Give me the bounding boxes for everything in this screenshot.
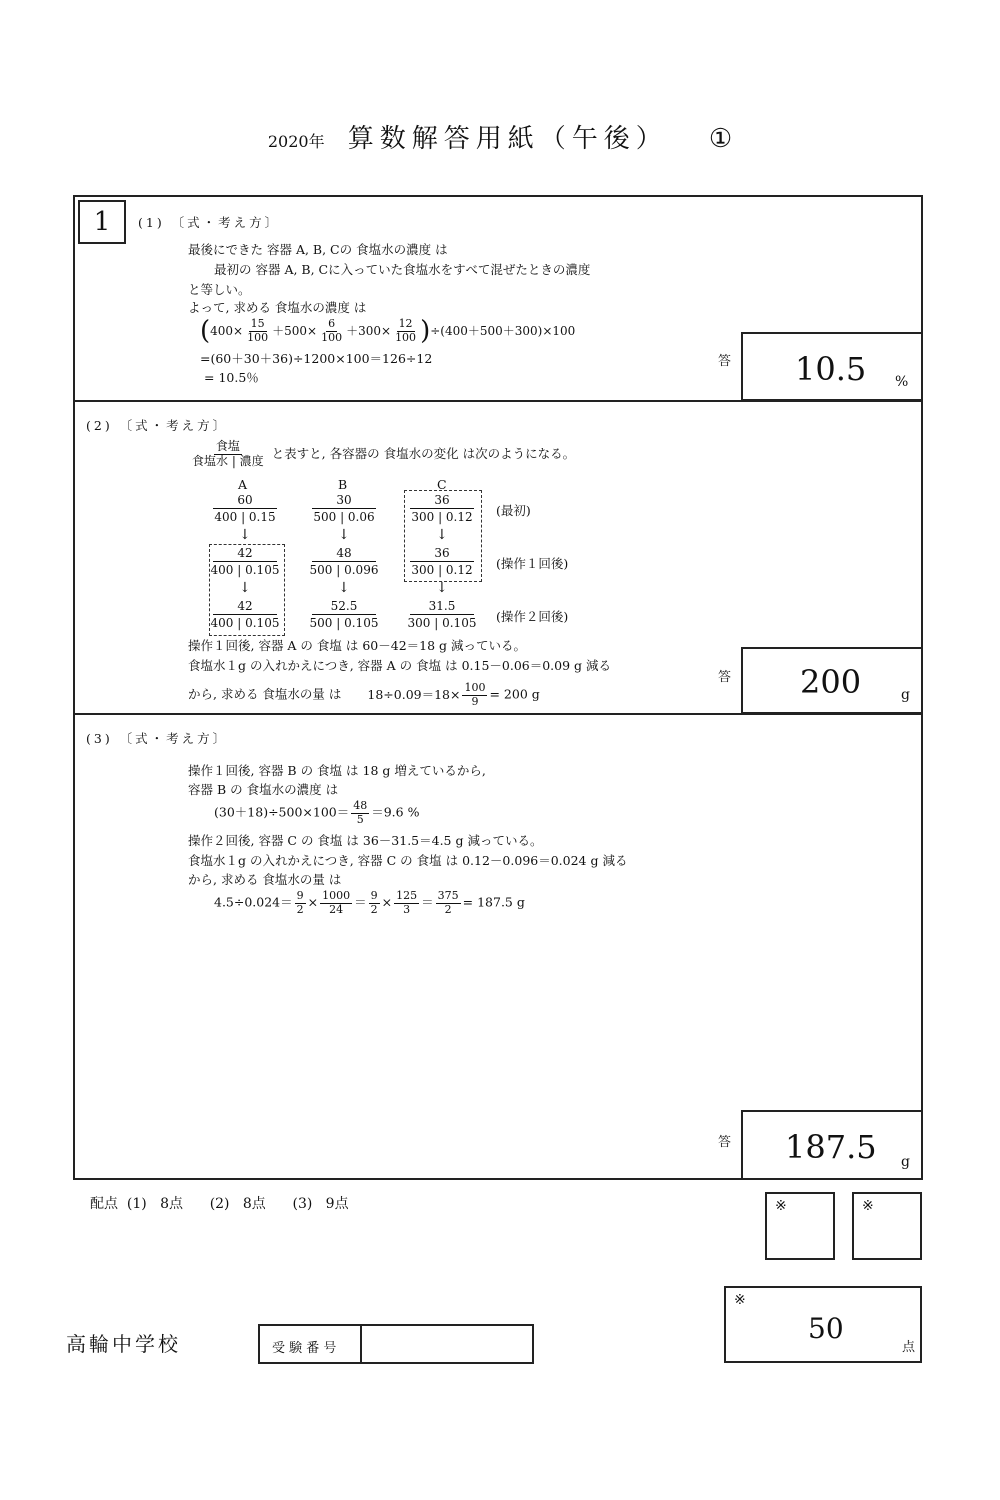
part1-heading: (1) 〔式・考え方〕: [138, 215, 281, 230]
answer-value-1: 10.5: [795, 350, 867, 388]
part2-heading: (2) 〔式・考え方〕: [86, 418, 229, 433]
node-a-initial: 60 400 | 0.15: [214, 493, 276, 525]
exam-number-divider: [360, 1326, 362, 1362]
total-score-box: [724, 1286, 922, 1363]
part1-formula-2: =(60＋30＋36)÷1200×100＝126÷12: [200, 351, 433, 366]
part1-line2: 最初の 容器 A, B, Cに入っていた食塩水をすべて混ぜたときの濃度: [214, 262, 591, 277]
answer-box-2: [741, 647, 923, 714]
answer-unit-3: g: [901, 1154, 910, 1170]
exam-year: 2020年: [267, 132, 325, 151]
part3-line7: 4.5÷0.024＝ $\frac{9}{2}$ × $\frac{1000}{24}$ ＝ $\frac{9}{2}$ × $\frac{125}{3}$ ＝ $\frac{375}{2}$ = 187.5 g: [214, 889, 525, 916]
school-name: 高輪中学校: [66, 1332, 181, 1356]
grader-box-1: [765, 1192, 835, 1260]
col-label-a: A: [238, 477, 248, 492]
part3-line6: から, 求める 食塩水の量 は: [188, 872, 342, 887]
legend-denominator: 食塩水 | 濃度: [192, 453, 264, 468]
total-score-value: 50: [808, 1312, 844, 1345]
answer-box-1: [741, 332, 923, 401]
answer-unit-2: g: [901, 687, 910, 703]
node-b-step2: 52.5 500 | 0.105: [309, 599, 379, 631]
col-label-c: C: [437, 477, 447, 492]
part3-line1: 操作１回後, 容器 B の 食塩 は 18 g 増えているから,: [188, 763, 486, 778]
arrow-down-icon: ↓: [338, 527, 350, 543]
exam-number-label: 受 験 番 号: [272, 1341, 337, 1356]
part2-legend: [188, 440, 575, 469]
node-c-step1: 36 300 | 0.12: [411, 546, 473, 578]
sheet-number: ①: [708, 124, 733, 154]
answer-box-3: [741, 1110, 923, 1180]
arrow-down-icon: ↓: [436, 527, 448, 543]
part3-line4: 操作２回後, 容器 C の 食塩 は 36－31.5＝4.5 g 減っている。: [188, 833, 543, 848]
part1-formula-1: (400× $\frac{15}{100}$ ＋500× $\frac{6}{100}$ ＋300× $\frac{12}{100}$ )÷(400＋500＋300)×100: [200, 316, 576, 346]
grader-mark: ※: [775, 1198, 787, 1214]
node-c-initial: 36 300 | 0.12: [411, 493, 473, 525]
legend-text: と表すと, 各容器の 食塩水の変化 は次のようになる。: [271, 445, 576, 461]
sheet-title: 算数解答用紙（午後）: [347, 124, 668, 154]
part2-line1: 操作１回後, 容器 A の 食塩 は 60－42＝18 g 減っている。: [188, 638, 527, 653]
grader-box-2: [852, 1192, 922, 1260]
part2-line3: から, 求める 食塩水の量 は 18÷0.09＝18× $\frac{100}{9}$ = 200 g: [188, 681, 540, 708]
question-number-box: [78, 200, 126, 244]
total-score-unit: 点: [902, 1340, 916, 1355]
answer-label: 答: [718, 670, 732, 685]
node-b-step1: 48 500 | 0.096: [309, 546, 379, 578]
row-label-step1: (操作１回後): [496, 556, 569, 571]
node-c-step2: 31.5 300 | 0.105: [407, 599, 477, 631]
part2-line2: 食塩水１g の入れかえにつき, 容器 A の 食塩 は 0.15－0.06＝0.09 g 減る: [188, 658, 612, 673]
answer-label: 答: [718, 354, 732, 369]
part1-formula-3: = 10.5％: [204, 370, 259, 385]
exam-number-box: [258, 1324, 534, 1364]
page-title: [0, 118, 1000, 155]
question-number: 1: [93, 207, 111, 237]
node-a-step1: 42 400 | 0.105: [210, 546, 280, 578]
answer-value-2: 200: [800, 663, 862, 701]
row-label-initial: (最初): [496, 503, 531, 518]
part3-heading: (3) 〔式・考え方〕: [86, 731, 229, 746]
arrow-down-icon: ↓: [239, 527, 251, 543]
node-b-initial: 30 500 | 0.06: [313, 493, 375, 525]
row-label-step2: (操作２回後): [496, 609, 569, 624]
total-score-mark: ※: [734, 1292, 746, 1308]
part3-line2: 容器 B の 食塩水の濃度 は: [188, 782, 339, 797]
answer-unit-1: %: [895, 374, 909, 390]
part1-line4: よって, 求める 食塩水の濃度 は: [188, 300, 367, 315]
part1-line3: と等しい。: [188, 282, 251, 297]
grader-mark: ※: [862, 1198, 874, 1214]
node-a-step2: 42 400 | 0.105: [210, 599, 280, 631]
col-label-b: B: [338, 477, 348, 492]
part3-line5: 食塩水１g の入れかえにつき, 容器 C の 食塩 は 0.12－0.096＝0.024 g 減る: [188, 853, 628, 868]
arrow-down-icon: ↓: [338, 580, 350, 596]
arrow-down-icon: ↓: [239, 580, 251, 596]
part1-line1: 最後にできた 容器 A, B, Cの 食塩水の濃度 は: [188, 242, 448, 257]
arrow-down-icon: ↓: [436, 580, 448, 596]
highlight-a-box: [209, 544, 285, 636]
answer-value-3: 187.5: [785, 1128, 877, 1166]
points-allocation: 配点 (1) 8点 (2) 8点 (3) 9点: [90, 1196, 349, 1212]
answer-label: 答: [718, 1135, 732, 1150]
exam-number-field[interactable]: [364, 1328, 530, 1360]
part3-line3: (30＋18)÷500×100＝ $\frac{48}{5}$ ＝9.6 %: [214, 799, 420, 826]
legend-numerator: 食塩: [215, 439, 240, 453]
highlight-c-box: [404, 490, 482, 582]
